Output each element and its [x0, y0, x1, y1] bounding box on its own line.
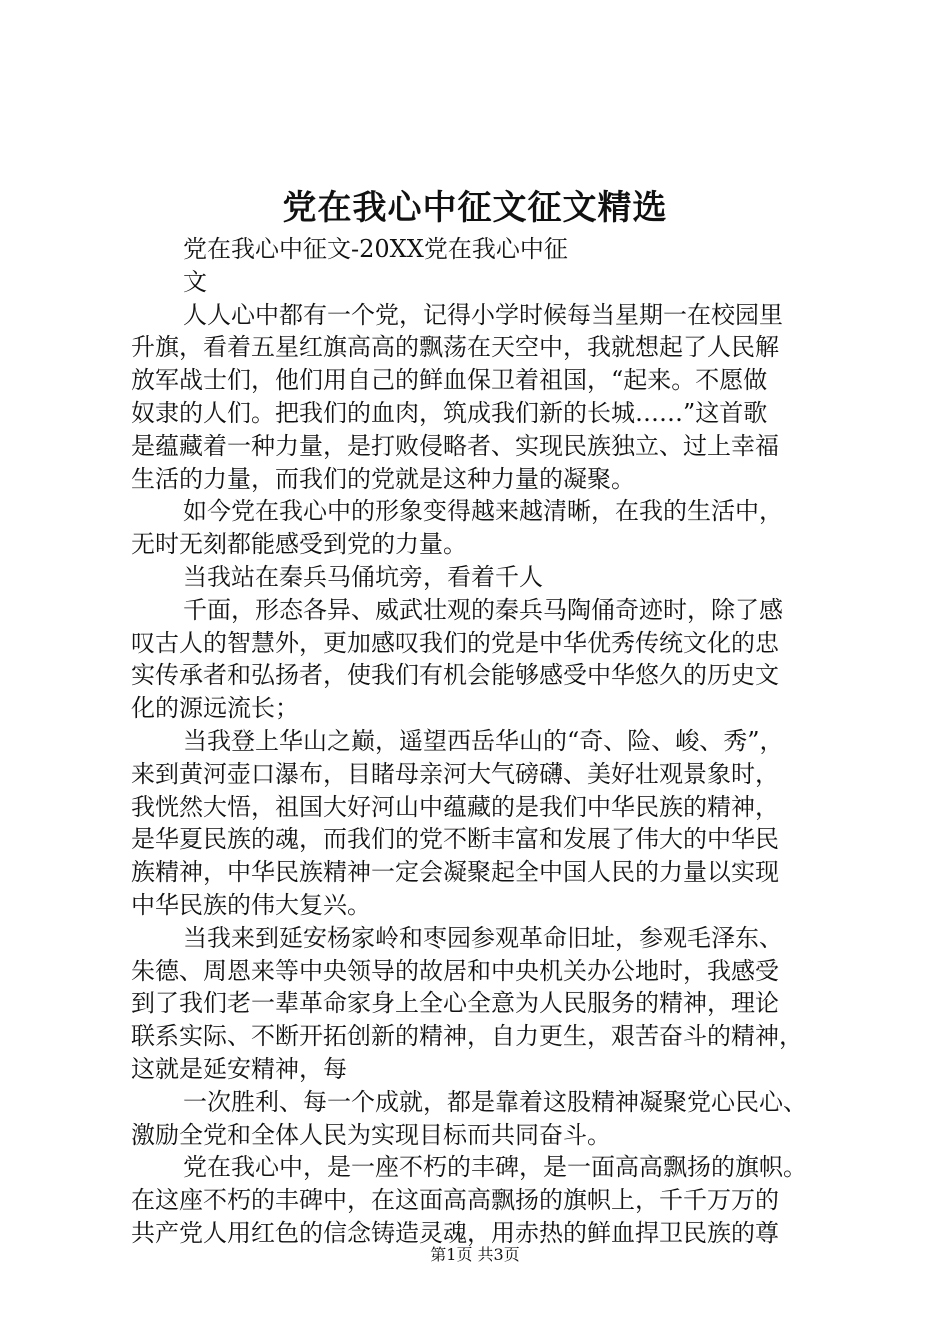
text-line: 这就是延安精神，每: [131, 1054, 347, 1083]
text-line: 化的源远流长；: [131, 694, 299, 723]
text-line: 实传承者和弘扬者，使我们有机会能够感受中华悠久的历史文: [131, 661, 779, 690]
text-line: 族精神，中华民族精神一定会凝聚起全中国人民的力量以实现: [131, 858, 779, 887]
text-line: 无时无刻都能感受到党的力量。: [131, 530, 467, 559]
text-line: 如今党在我心中的形象变得越来越清晰，在我的生活中，: [183, 497, 783, 526]
text-line: 叹古人的智慧外，更加感叹我们的党是中华优秀传统文化的忠: [131, 628, 779, 657]
text-line: 千面，形态各异、威武壮观的秦兵马陶俑奇迹时，除了感: [183, 595, 783, 624]
text-line: 党在我心中，是一座不朽的丰碑，是一面高高飘扬的旗帜。: [183, 1153, 807, 1182]
text-line: 来到黄河壶口瀑布，目睹母亲河大气磅礴、美好壮观景象时，: [131, 759, 779, 788]
text-line: 人人心中都有一个党，记得小学时候每当星期一在校园里: [183, 300, 783, 329]
document-title: 党在我心中征文征文精选: [282, 188, 668, 228]
text-line: 联系实际、不断开拓创新的精神，自力更生，艰苦奋斗的精神，: [131, 1022, 803, 1051]
page-footer: 第1页 共3页: [430, 1245, 520, 1264]
text-line: 奴隶的人们。把我们的血肉，筑成我们新的长城……”这首歌: [131, 398, 768, 427]
text-line: 升旗，看着五星红旗高高的飘荡在天空中，我就想起了人民解: [131, 333, 779, 362]
text-line: 党在我心中征文-20XX党在我心中征: [183, 235, 568, 263]
text-line: 放军战士们，他们用自己的鲜血保卫着祖国，“起来。不愿做: [131, 366, 768, 395]
text-line: 当我登上华山之巅，遥望西岳华山的“奇、险、峻、秀”，: [183, 726, 784, 755]
text-line: 当我站在秦兵马俑坑旁，看着千人: [183, 562, 543, 591]
text-line: 当我来到延安杨家岭和枣园参观革命旧址，参观毛泽东、: [183, 923, 783, 952]
text-line: 中华民族的伟大复兴。: [131, 890, 371, 919]
text-line: 激励全党和全体人民为实现目标而共同奋斗。: [131, 1120, 611, 1149]
text-line: 我恍然大悟，祖国大好河山中蕴藏的是我们中华民族的精神，: [131, 792, 779, 821]
text-line: 是蕴藏着一种力量，是打败侵略者、实现民族独立、过上幸福: [131, 431, 779, 460]
text-line: 一次胜利、每一个成就，都是靠着这股精神凝聚党心民心、: [183, 1087, 807, 1116]
text-line: 在这座不朽的丰碑中，在这面高高飘扬的旗帜上，千千万万的: [131, 1186, 779, 1215]
text-line: 生活的力量，而我们的党就是这种力量的凝聚。: [131, 464, 635, 493]
document-body: [131, 233, 841, 1250]
text-line: 是华夏民族的魂，而我们的党不断丰富和发展了伟大的中华民: [131, 825, 779, 854]
text-line: 到了我们老一辈革命家身上全心全意为人民服务的精神，理论: [131, 989, 779, 1018]
text-line: 朱德、周恩来等中央领导的故居和中央机关办公地时，我感受: [131, 956, 779, 985]
text-line: 文: [183, 267, 207, 296]
text-line: 共产党人用红色的信念铸造灵魂，用赤热的鲜血捍卫民族的尊: [131, 1218, 779, 1247]
